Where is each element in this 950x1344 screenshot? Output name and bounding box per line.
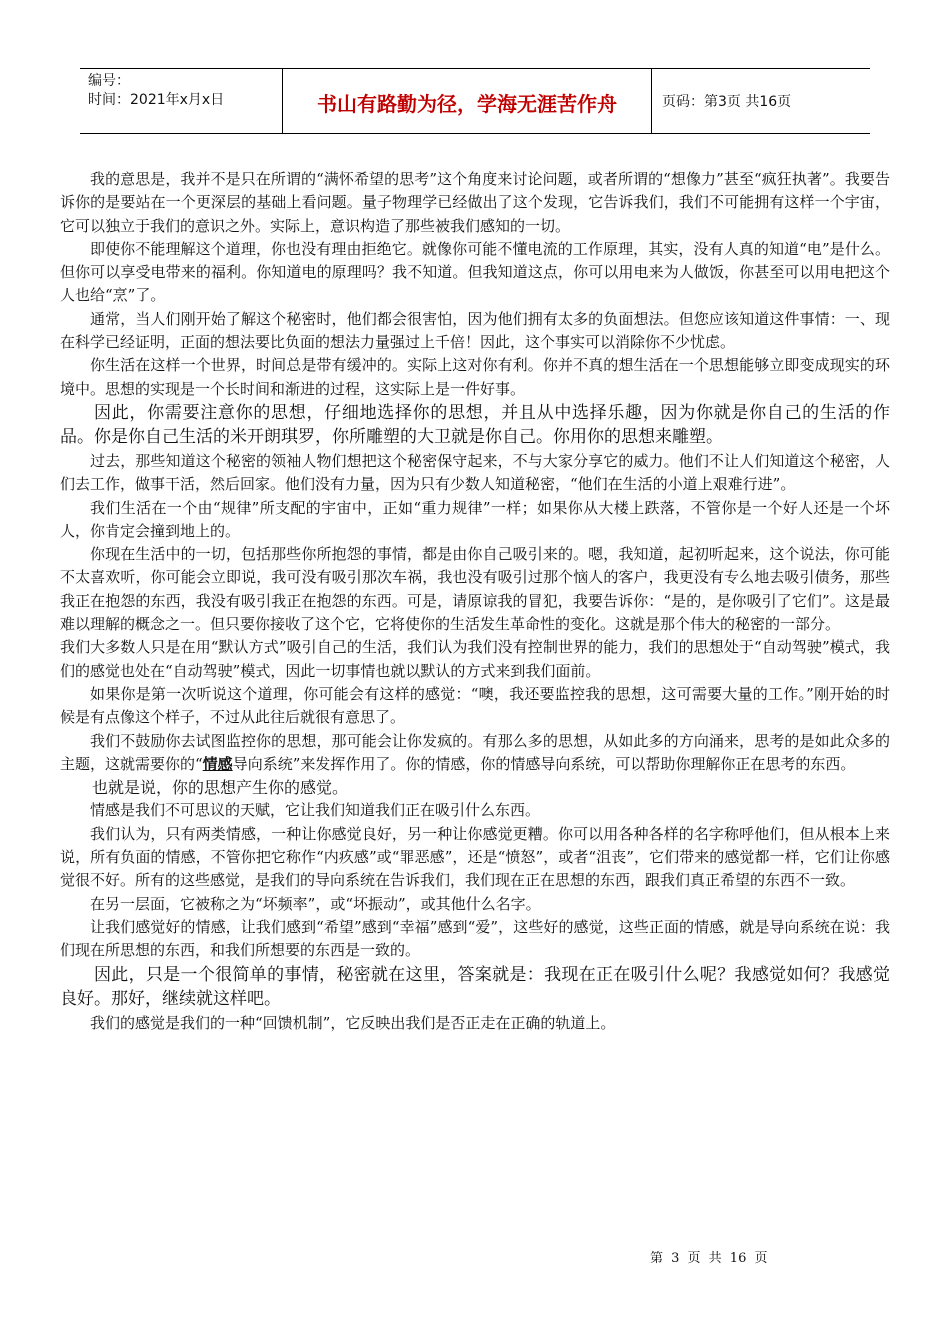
header-meta [80,69,282,133]
header-page-label: 页码：第3页 共16页 [662,94,792,110]
paragraph: 过去，那些知道这个秘密的领袖人物们想把这个秘密保守起来，不与大家分享它的威力。他们不让人们知道这个秘密，人们去工作，做事干活，然后回家。他们没有力量，因为只有少数人知道秘密，“他们在生活的小道上艰难行进”。 [60,451,890,494]
paragraph-emphasis: 因此，只是一个很简单的事情，秘密就在这里，答案就是：我现在正在吸引什么呢？我感觉如何？我感觉良好。那好，继续就这样吧。 [60,964,890,1009]
paragraph: 在另一层面，它被称之为“坏频率”，或“坏振动”，或其他什么名字。 [90,894,541,913]
text-fragment: 导向系统”来发挥作用了。你的情感，你的情感导向系统，可以帮助你理解你正在思考的东西。 [232,754,856,773]
paragraph-emotion-guidance [60,730,890,777]
paragraph: 我的意思是，我并不是只在所谓的“满怀希望的思考”这个角度来讨论问题，或者所谓的“想像力”甚至“疯狂执著”。我要告诉你的是要站在一个更深层的基础上看问题。量子物理学已经做出了这个发现，它告诉我们，我们不可能拥有这样一个宇宙，它可以独立于我们的意识之外。实际上，意识构造了那些被我们感知的一切。 [60,170,890,235]
paragraph: 我们生活在一个由“规律”所支配的宇宙中，正如“重力规律”一样；如果你从大楼上跌落，不管你是一个好人还是一个坏人，你肯定会撞到地上的。 [60,498,890,540]
paragraph: 即使你不能理解这个道理，你也没有理由拒绝它。就像你可能不懂电流的工作原理，其实，没有人真的知道“电”是什么。但你可以享受电带来的福利。你知道电的原理吗？我不知道。但我知道这点，你可以用电来为人做饭，你甚至可以用电把这个人也给“烹”了。 [60,239,890,305]
paragraph: 你生活在这样一个世界，时间总是带有缓冲的。实际上这对你有利。你并不真的想生活在一个思想能够立即变成现实的环境中。思想的实现是一个长时间和渐进的过程，这实际上是一件好事。 [60,356,890,398]
paragraph: 我们的感觉是我们的一种“回馈机制”，它反映出我们是否正走在正确的轨道上。 [90,1013,616,1032]
underlined-term: 情感 [202,754,233,773]
paragraph-emphasis: 因此，你需要注意你的思想，仔细地选择你的思想，并且从中选择乐趣，因为你就是你自己的生活的作品。你是你自己生活的米开朗琪罗，你所雕塑的大卫就是你自己。你用你的思想来雕塑。 [60,402,890,448]
paragraph: 也就是说，你的思想产生你的感觉。 [92,778,349,798]
document-body [60,168,890,1035]
paragraph: 让我们感觉好的情感，让我们感到“希望”感到“幸福”感到“爱”，这些好的感觉，这些正面的情感，就是导向系统在说：我们现在所思想的东西，和我们所想要的东西是一致的。 [60,917,890,960]
paragraph: 你现在生活中的一切，包括那些你所抱怨的事情，都是由你自己吸引来的。嗯，我知道，起初听起来，这个说法，你可能不太喜欢听，你可能会立即说，我可没有吸引那次车祸，我也没有吸引过那个恼人的客户，我更没有专么地去吸引债务，那些我正在抱怨的东西，我没有吸引我正在抱怨的东西。可是，请原谅我的冒犯，我要告诉你：“是的，是你吸引了它们”。这是最难以理解的概念之一。但只要你接收了这个它，它将使你的生活发生革命性的变化。这就是那个伟大的秘密的一部分。 [60,545,890,634]
paragraph: 如果你是第一次听说这个道理，你可能会有这样的感觉：“噢，我还要监控我的思想，这可需要大量的工作。”刚开始的时候是有点像这个样子，不过从此往后就很有意思了。 [60,684,890,727]
paragraph: 通常，当人们刚开始了解这个秘密时，他们都会很害怕，因为他们拥有太多的负面想法。但您应该知道这件事情：一、现在科学已经证明，正面的想法要比负面的想法力量强过上千倍！因此，这个事实可以消除你不少忧虑。 [60,309,890,352]
paragraph: 情感是我们不可思议的天赋，它让我们知道我们正在吸引什么东西。 [90,801,541,820]
header-motto: 书山有路勤为径，学海无涯苦作舟 [282,69,652,133]
number-label: 编号： [88,73,130,89]
header-table [80,68,870,134]
paragraph: 我们认为，只有两类情感，一种让你感觉良好，另一种让你感觉更糟。你可以用各种各样的名字称呼他们，但从根本上来说，所有负面的情感，不管你把它称作“内疚感”或“罪恶感”，还是“愤怒”，或者“沮丧”，它们带来的感觉都一样，它们让你感觉很不好。所有的这些感觉，是我们的导向系统在告诉我们，我们现在正在思想的东西，跟我们真正希望的东西不一致。 [60,824,890,890]
paragraph: 我们大多数人只是在用“默认方式”吸引自己的生活，我们认为我们没有控制世界的能力，我们的思想处于“自动驾驶”模式，我们的感觉也处在“自动驾驶”模式，因此一切事情也就以默认的方式来到我们面前。 [60,638,890,680]
time-label: 时间：2021年x月x日 [88,92,225,108]
page-footer: 第 3 页 共 16 页 [650,1251,768,1266]
text-fragment: 我们不鼓励你去试图监控你的思想，那可能会让你发疯的。有那么多的思想，从如此多的方向涌来，思考的是如此众多的主题，这就需要你的“ [60,731,890,773]
